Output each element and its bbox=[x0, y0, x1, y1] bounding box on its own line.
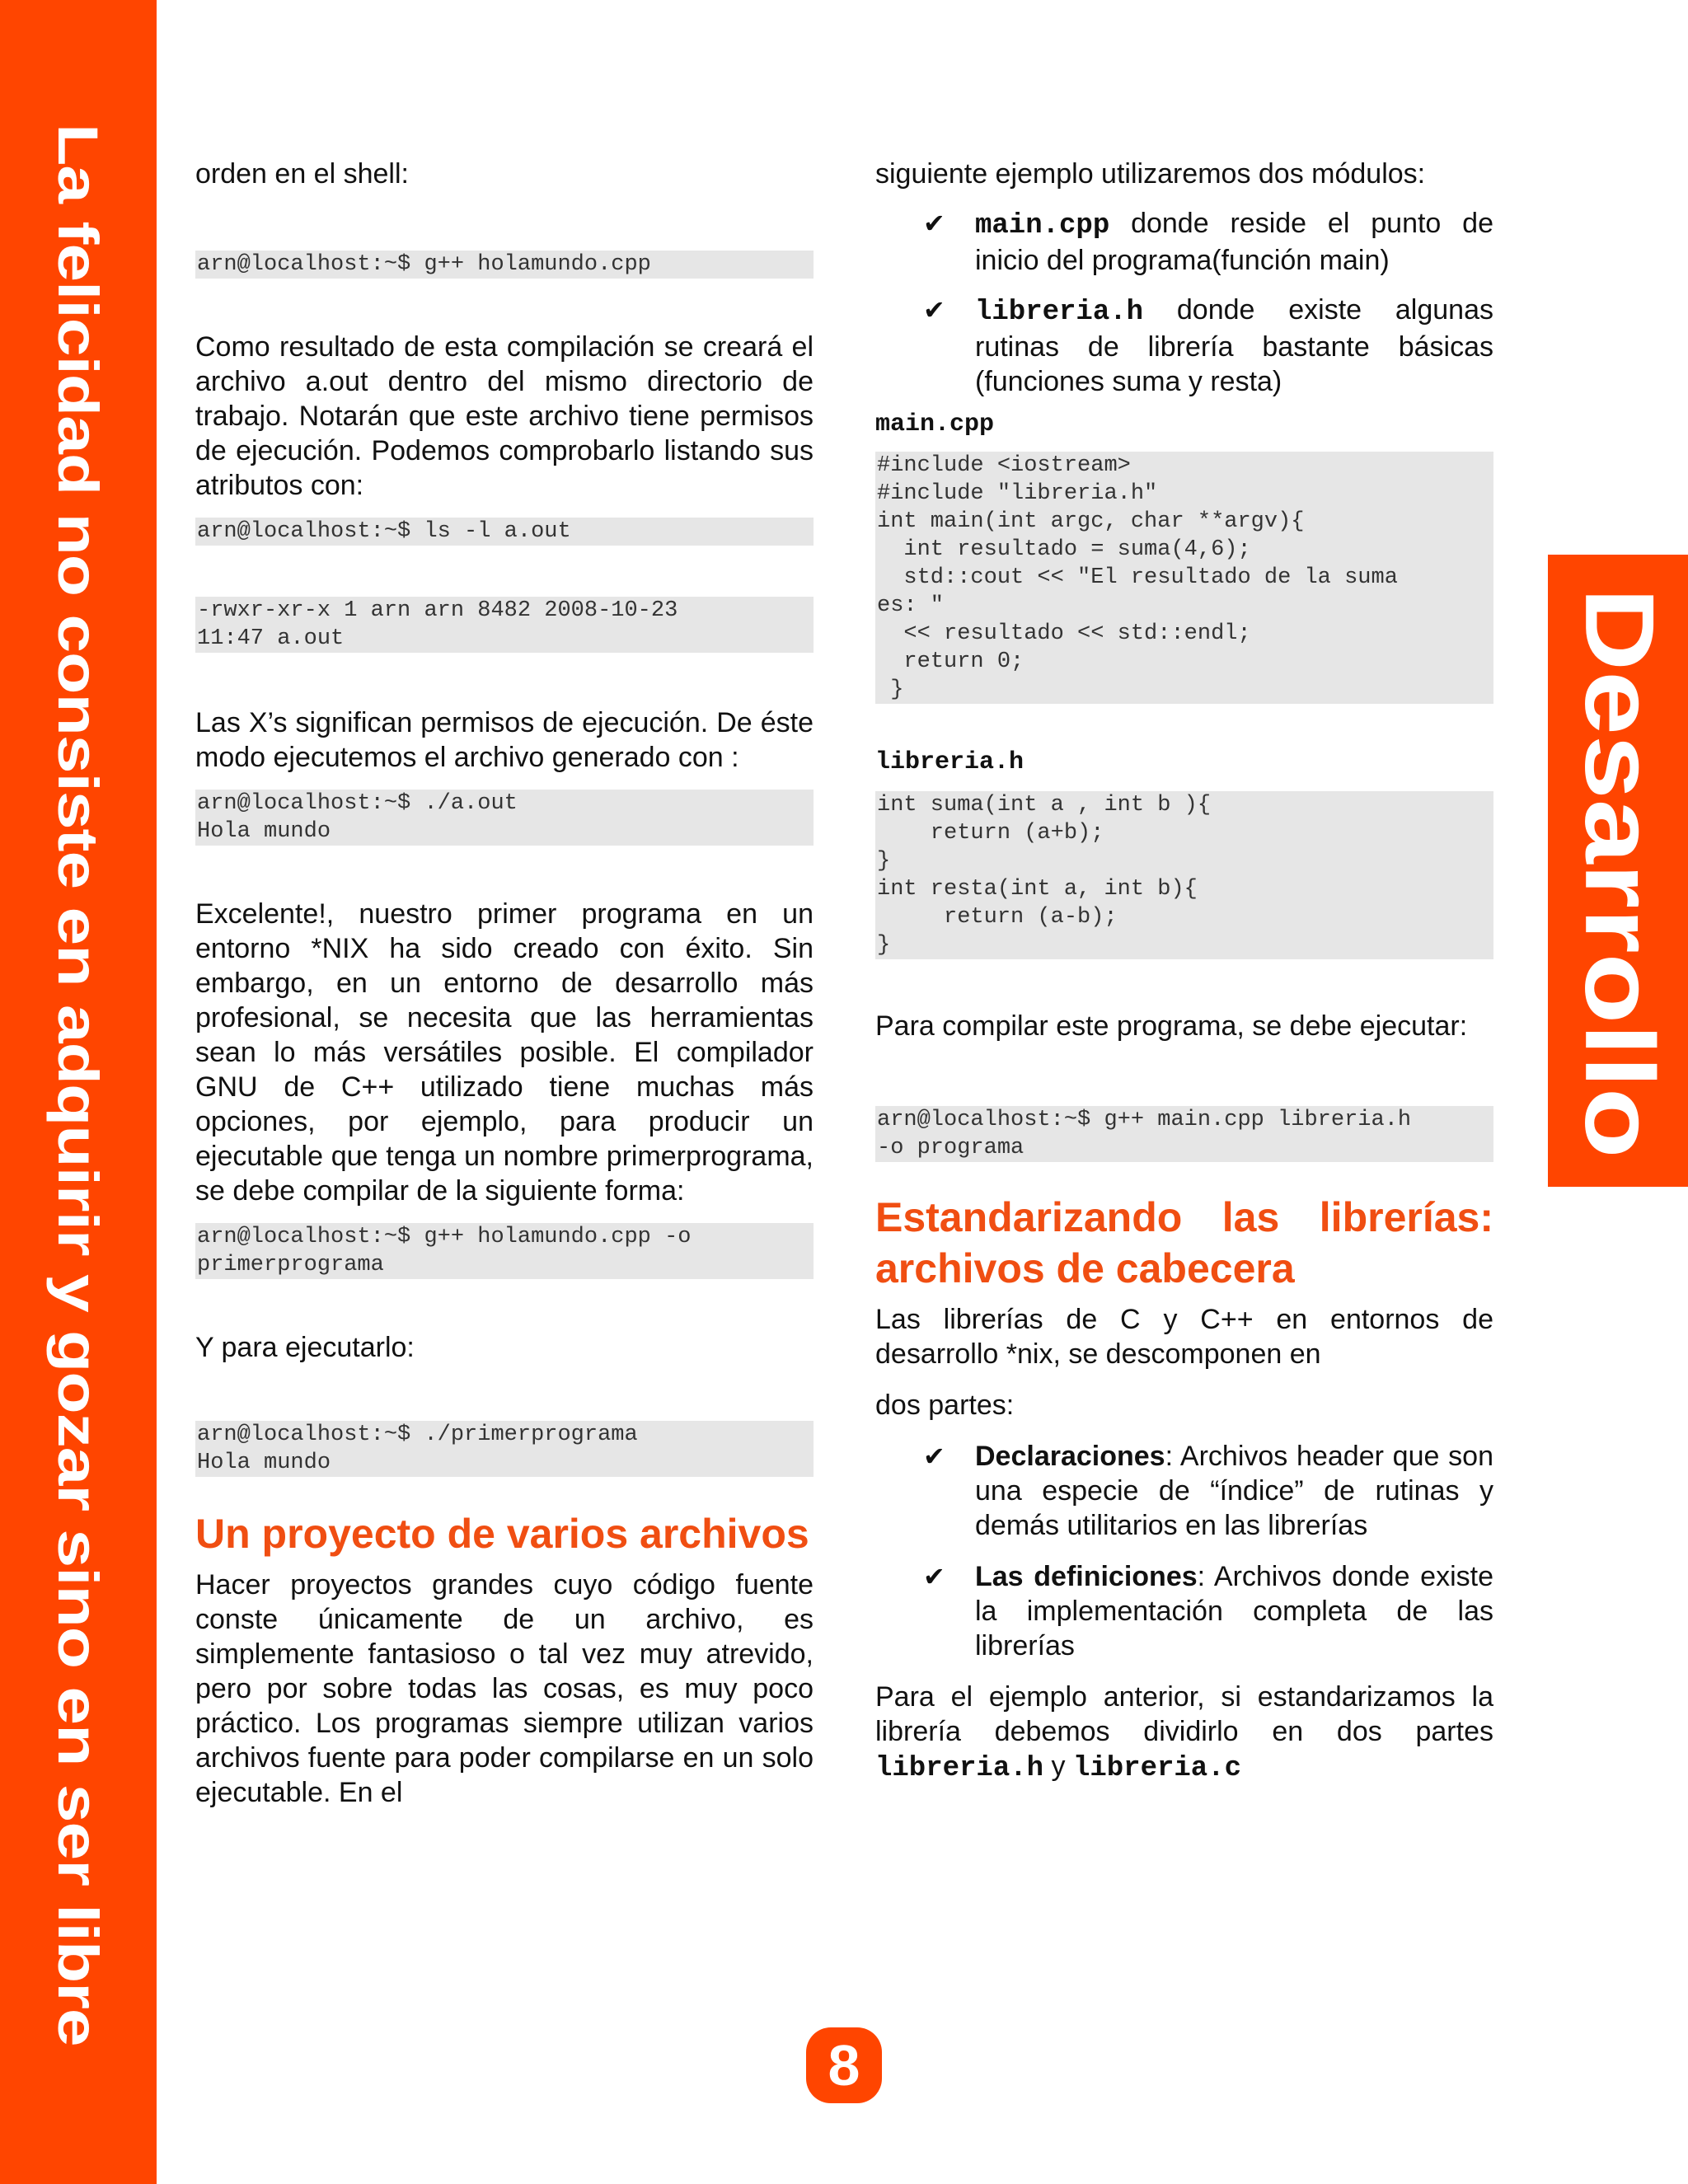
side-banner-quote: La felicidad no consiste en adquirir y gozar sino en ser libre bbox=[46, 124, 110, 2046]
paragraph: Las X’s significan permisos de ejecución. De éste modo ejecutemos el archivo generado con : bbox=[195, 707, 814, 773]
inline-code: libreria.c bbox=[1072, 1753, 1241, 1784]
checkmark-icon: ✔ bbox=[923, 209, 945, 238]
code-block: int suma(int a , int b ){ return (a+b); } int resta(int a, int b){ return (a-b); } bbox=[875, 791, 1493, 959]
paragraph: Y para ejecutarlo: bbox=[195, 1332, 415, 1363]
parts-list bbox=[875, 1439, 1493, 1663]
code-block: arn@localhost:~$ ls -l a.out bbox=[195, 518, 814, 546]
list-item bbox=[875, 1559, 1493, 1663]
code-label: main.cpp bbox=[875, 410, 995, 438]
paragraph bbox=[875, 1680, 1493, 1786]
code-block: -rwxr-xr-x 1 arn arn 8482 2008-10-23 11:47 a.out bbox=[195, 597, 814, 653]
checkmark-icon: ✔ bbox=[923, 1562, 945, 1591]
list-item-text: : Archivos header que son una especie de “índice” de rutinas y demás utilitarios en las librerías bbox=[975, 1441, 1493, 1541]
code-block: #include <iostream> #include "libreria.h" int main(int argc, char **argv){ int resultado = suma(4,6); std::cout << "El resultado de la suma es: " << resultado << std::endl; return 0; } bbox=[875, 452, 1493, 704]
left-column bbox=[195, 157, 814, 1810]
right-column bbox=[875, 157, 1493, 1786]
list-item-text: : Archivos donde existe la implementación completa de las librerías bbox=[975, 1561, 1493, 1661]
inline-code: main.cpp bbox=[975, 210, 1110, 241]
paragraph: siguiente ejemplo utilizaremos dos módulos: bbox=[875, 158, 1426, 190]
code-label: libreria.h bbox=[875, 748, 1025, 776]
page-number: 8 bbox=[806, 2027, 882, 2103]
list-item-term: Las definiciones bbox=[975, 1561, 1198, 1592]
paragraph: orden en el shell: bbox=[195, 158, 409, 190]
paragraph-text: y bbox=[1043, 1750, 1073, 1782]
paragraph: Excelente!, nuestro primer programa en un entorno *NIX ha sido creado con éxito. Sin embargo, en un entorno de desarrollo más profesional, se necesita que las herramientas sean lo más versátiles posible. El compilador GNU de C++ utilizado tiene muchas más opciones, por ejemplo, para producir un ejecutable que tenga un nombre primerprograma, se debe compilar de la siguiente forma: bbox=[195, 898, 814, 1207]
list-item bbox=[875, 293, 1493, 399]
checkmark-icon: ✔ bbox=[923, 295, 945, 325]
section-tab-label: Desarrollo bbox=[1564, 588, 1676, 1159]
code-block: arn@localhost:~$ g++ holamundo.cpp -o primerprograma bbox=[195, 1223, 814, 1279]
paragraph: dos partes: bbox=[875, 1390, 1015, 1421]
paragraph: Para compilar este programa, se debe ejecutar: bbox=[875, 1010, 1468, 1042]
paragraph: Hacer proyectos grandes cuyo código fuente conste únicamente de un archivo, es simplemente fantasioso o tal vez muy atrevido, pero por sobre todas las cosas, es muy poco práctico. Los programas siempre utilizan varios archivos fuente para poder compilarse en un solo ejecutable. En el bbox=[195, 1569, 814, 1808]
checkmark-icon: ✔ bbox=[923, 1441, 945, 1471]
list-item bbox=[875, 206, 1493, 278]
section-heading: Estandarizando las librerías: archivos de cabecera bbox=[875, 1194, 1493, 1291]
paragraph: Como resultado de esta compilación se creará el archivo a.out dentro del mismo directorio de trabajo. Notarán que este archivo tiene permisos de ejecución. Podemos comprobarlo listando sus atributos con: bbox=[195, 331, 814, 501]
code-block: arn@localhost:~$ ./a.out Hola mundo bbox=[195, 790, 814, 846]
module-list bbox=[875, 206, 1493, 399]
section-heading: Un proyecto de varios archivos bbox=[195, 1511, 809, 1557]
list-item bbox=[875, 1439, 1493, 1543]
list-item-term: Declaraciones bbox=[975, 1441, 1165, 1472]
code-block: arn@localhost:~$ g++ main.cpp libreria.h -o programa bbox=[875, 1106, 1493, 1162]
section-tab bbox=[1548, 555, 1688, 1187]
code-block: arn@localhost:~$ ./primerprograma Hola mundo bbox=[195, 1421, 814, 1477]
side-band bbox=[0, 0, 157, 2184]
paragraph-text: Para el ejemplo anterior, si estandarizamos la librería debemos dividirlo en dos partes bbox=[875, 1681, 1493, 1747]
list-item-text: donde reside el punto de inicio del programa(función main) bbox=[975, 208, 1493, 276]
list-item-text: donde existe algunas rutinas de librería bastante básicas (funciones suma y resta) bbox=[975, 294, 1493, 397]
inline-code: libreria.h bbox=[975, 297, 1144, 328]
code-block: arn@localhost:~$ g++ holamundo.cpp bbox=[195, 251, 814, 279]
inline-code: libreria.h bbox=[875, 1753, 1044, 1784]
paragraph: Las librerías de C y C++ en entornos de desarrollo *nix, se descomponen en bbox=[875, 1304, 1493, 1370]
